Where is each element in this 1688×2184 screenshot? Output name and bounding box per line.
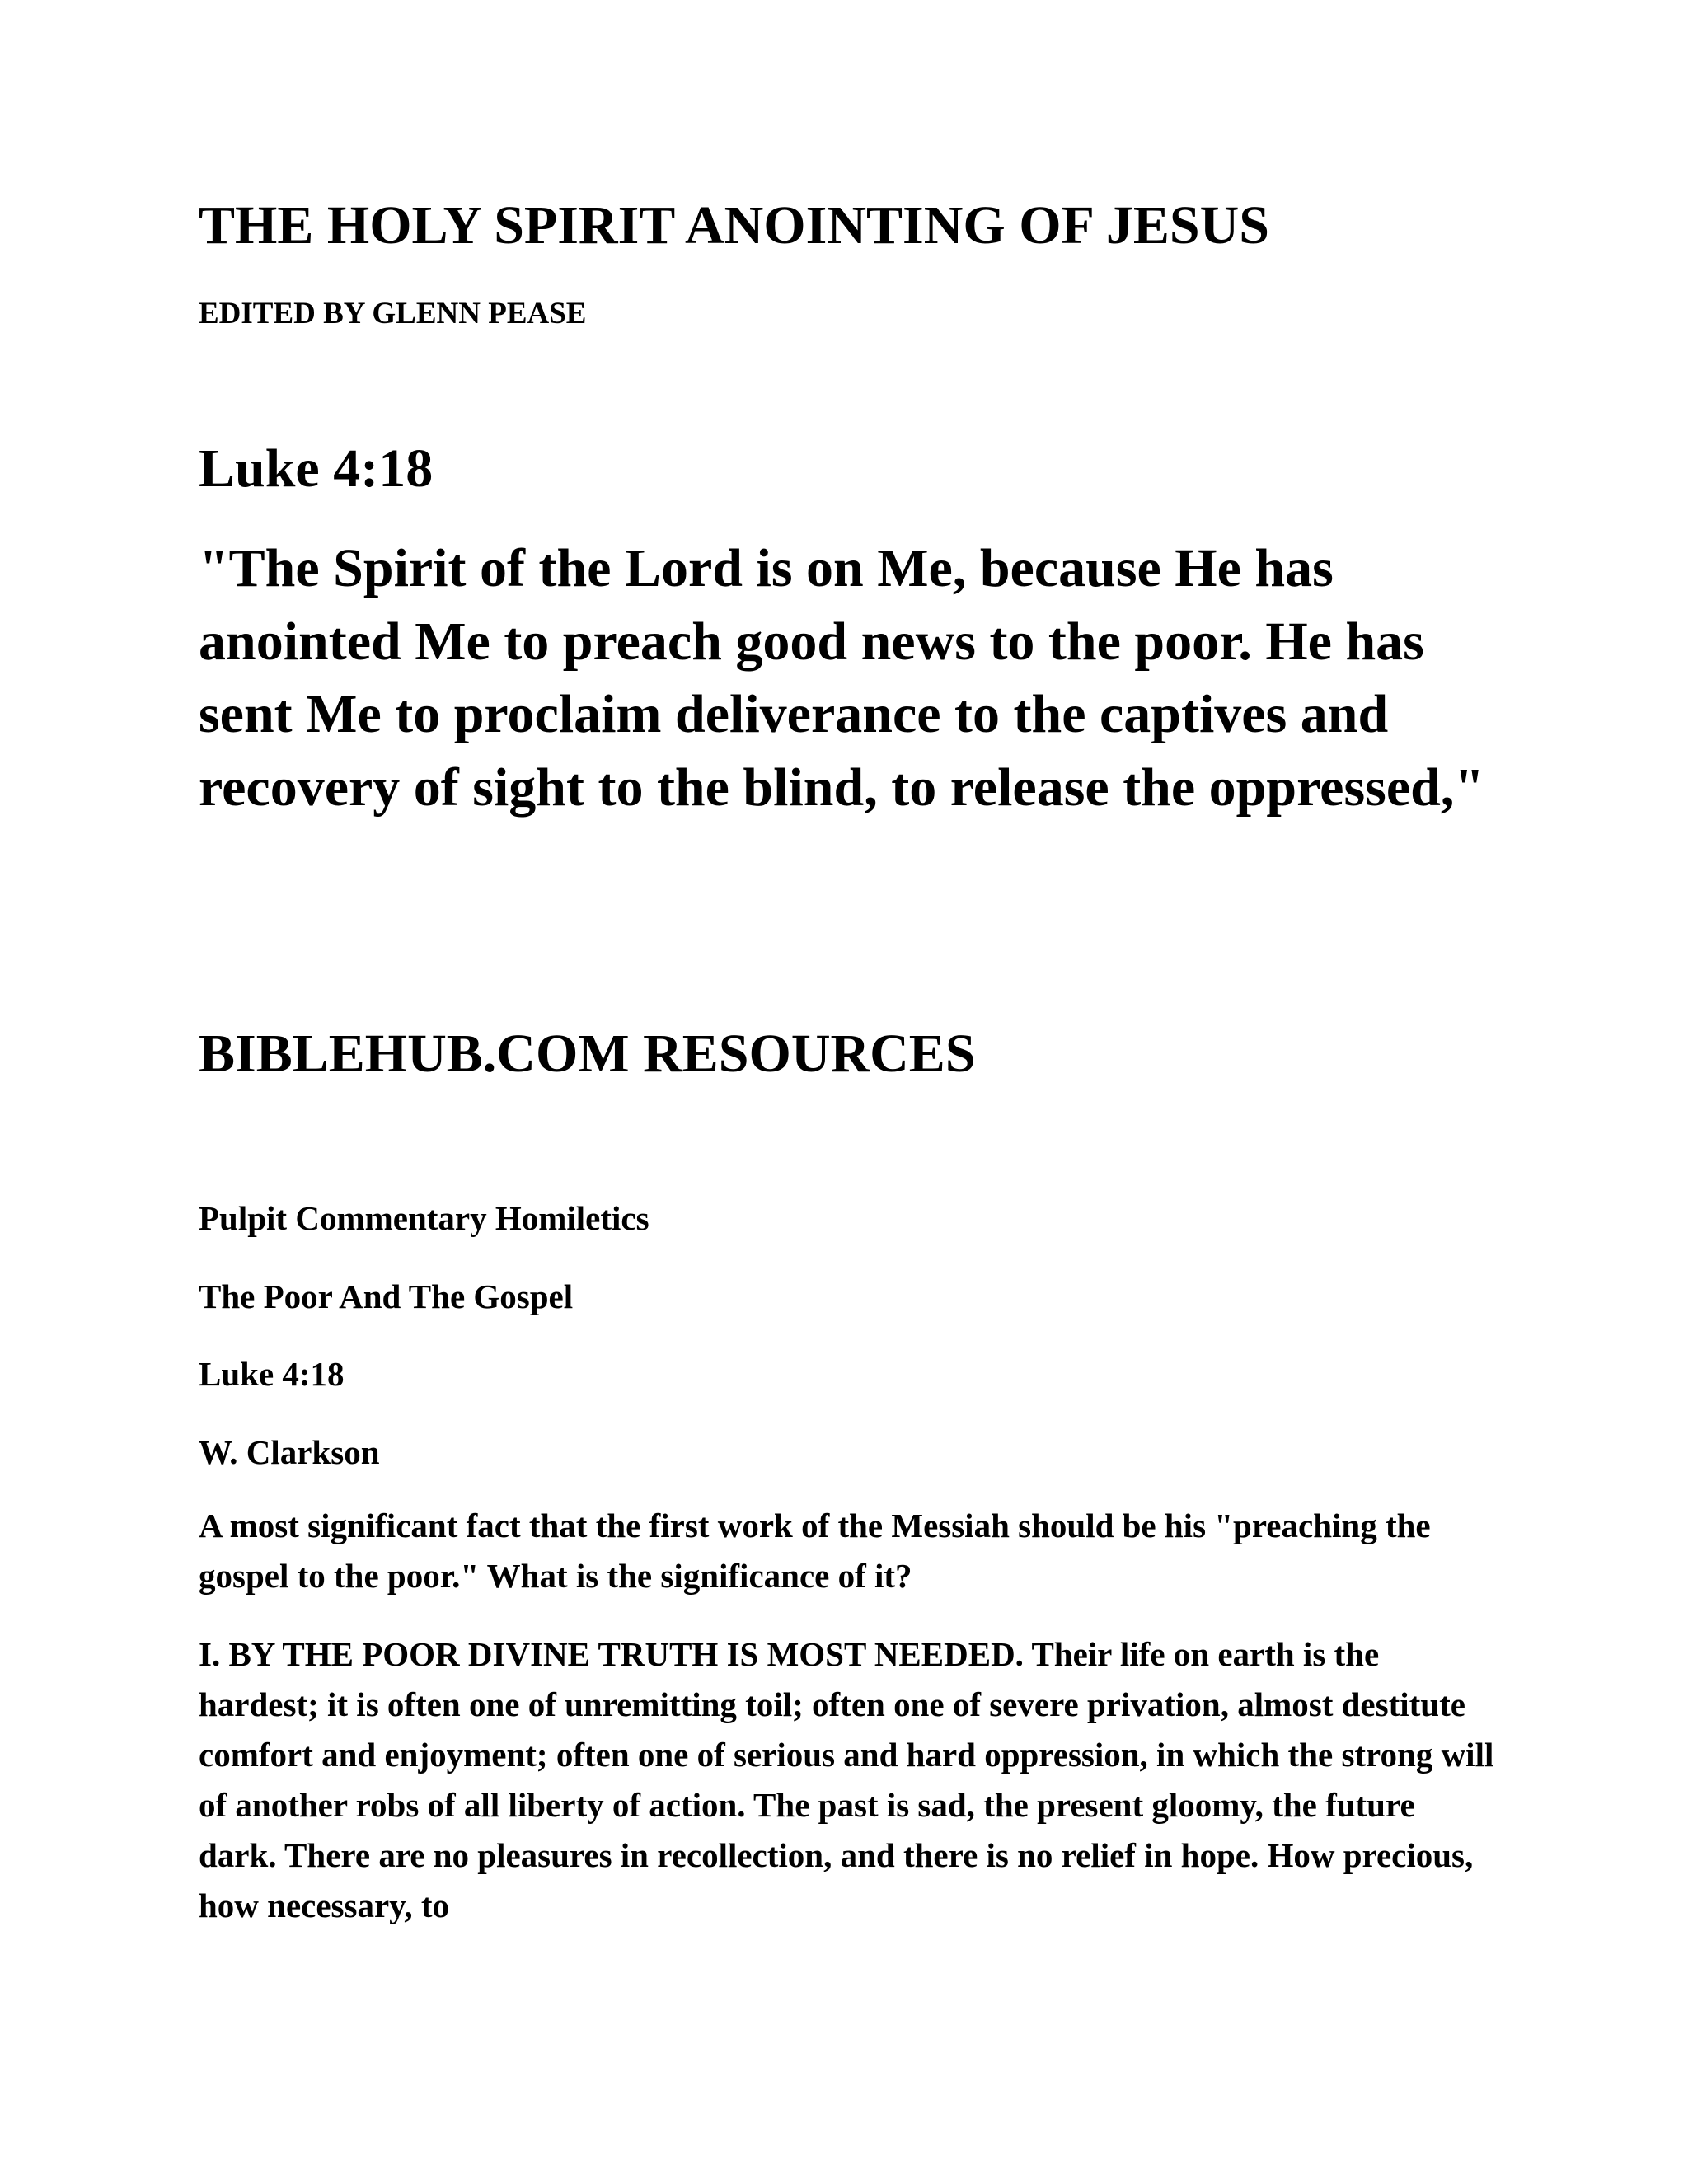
editor-credit: EDITED BY GLENN PEASE (199, 297, 587, 330)
verse-text: "The Spirit of the Lord is on Me, because He has anointed Me to preach good news to the poor. He has sent Me to proclaim deliverance to the captives and recovery of sight to the blind, to release the oppressed," (199, 538, 1484, 818)
body-paragraph: I. BY THE POOR DIVINE TRUTH IS MOST NEEDED. Their life on earth is the hardest; it is often one of unremitting toil; often one of severe privation, almost destitute comfort and enjoyment; often one of serious and hard oppression, in which the strong will of another robs of all liberty of action. The past is sad, the present gloomy, the future dark. There are no pleasures in recollection, and there is no relief in hope. How precious, how necessary, to (199, 1635, 1494, 1924)
author-name: W. Clarkson (199, 1433, 380, 1471)
sermon-title: The Poor And The Gospel (199, 1277, 574, 1315)
body-paragraph: A most significant fact that the first work of the Messiah should be his "preaching the gospel to the poor." What is the significance of it? (199, 1507, 1431, 1595)
resources-heading: BIBLEHUB.COM RESOURCES (199, 1024, 976, 1084)
document-title: THE HOLY SPIRIT ANOINTING OF JESUS (199, 195, 1269, 255)
source-title: Pulpit Commentary Homiletics (199, 1199, 649, 1237)
verse-reference: Luke 4:18 (199, 438, 434, 499)
sermon-reference: Luke 4:18 (199, 1355, 345, 1393)
